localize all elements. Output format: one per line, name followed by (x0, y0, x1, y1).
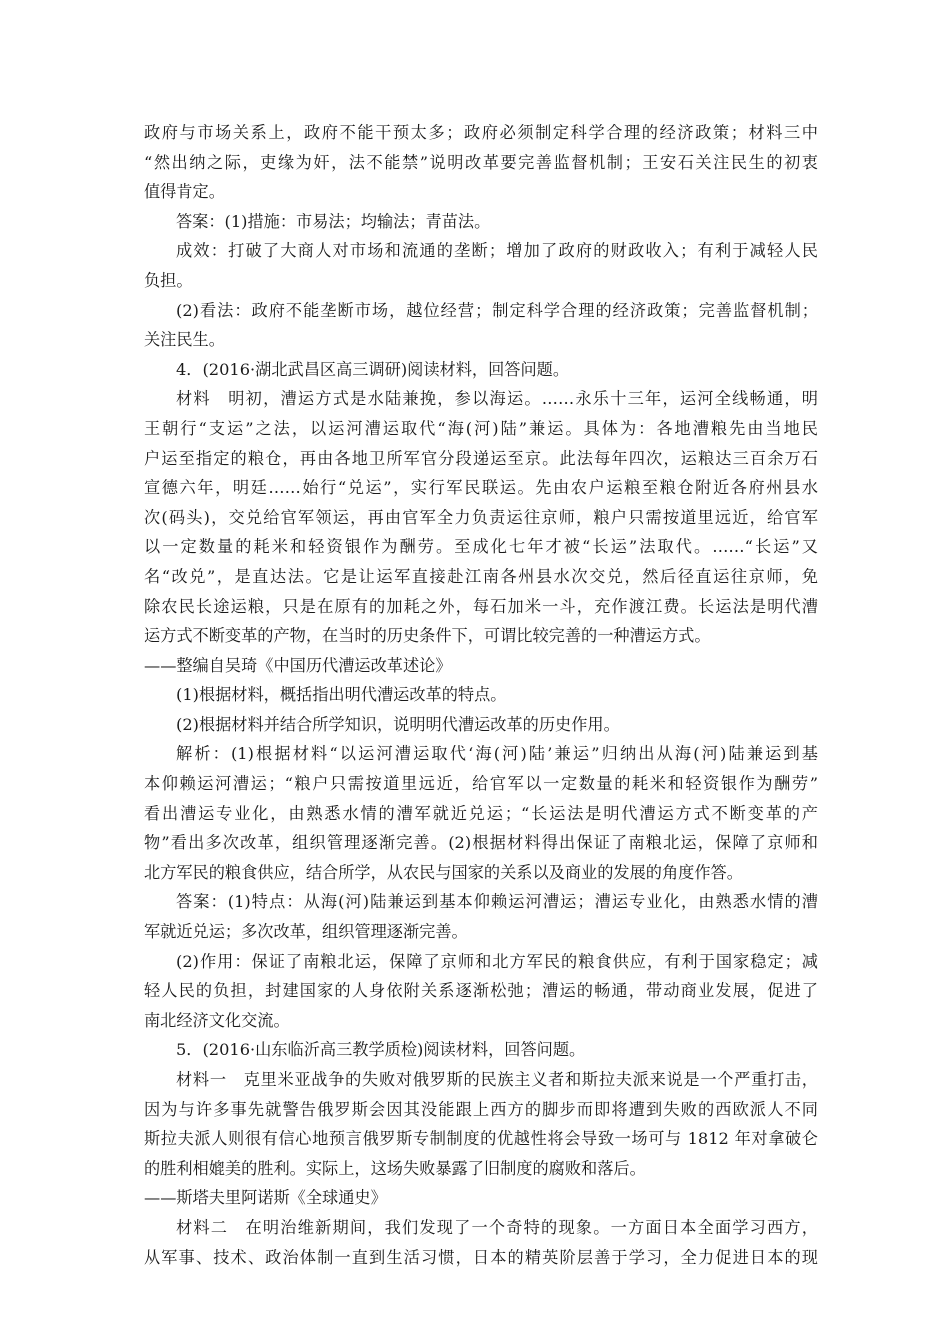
text-line: 材料二 在明治维新期间，我们发现了一个奇特的现象。一方面日本全面学习西方， (176, 1217, 818, 1237)
text-line: 负担。 (144, 270, 193, 290)
text-line: 成效：打破了大商人对市场和流通的垄断；增加了政府的财政收入；有利于减轻人民 (176, 241, 818, 261)
text-line: 斯拉夫派人则很有信心地预言俄罗斯专制制度的优越性将会导致一场可与 1812 年对拿破仑 (144, 1129, 818, 1149)
text-line: (2)作用：保证了南粮北运，保障了京师和北方军民的粮食供应，有利于国家稳定；减 (176, 951, 818, 971)
text-line: (2)根据材料并结合所学知识，说明明代漕运改革的历史作用。 (176, 714, 620, 734)
text-line: 南北经济文化交流。 (144, 1010, 290, 1030)
text-line: 宣德六年，明廷……始行“兑运”，实行军民联运。先由农户运粮至粮仓附近各府州县水 (144, 478, 818, 498)
text-line: 名“改兑”，是直达法。它是让运军直接赴江南各州县水次交兑，然后径直运往京师，免 (144, 566, 818, 586)
text-line: 轻人民的负担，封建国家的人身依附关系逐渐松弛；漕运的畅通，带动商业发展，促进了 (144, 981, 818, 1001)
text-line: 次(码头)，交兑给官军领运，再由官军全力负责运往京师，粮户只需按道里远近，给官军 (144, 507, 818, 527)
text-line: 材料 明初，漕运方式是水陆兼挽，参以海运。……永乐十三年，运河全线畅通，明 (176, 389, 818, 409)
text-line: 材料一 克里米亚战争的失败对俄罗斯的民族主义者和斯拉夫派来说是一个严重打击， (176, 1070, 818, 1089)
text-line: 户运至指定的粮仓，再由各地卫所军官分段递运至京。此法每年四次，运粮达三百余万石 (144, 448, 818, 468)
text-line: 5．(2016·山东临沂高三教学质检)阅读材料，回答问题。 (176, 1040, 586, 1060)
text-line: 值得肯定。 (144, 182, 225, 202)
text-line: 答案：(1)特点：从海(河)陆兼运到基本仰赖运河漕运；漕运专业化，由熟悉水情的漕 (176, 892, 818, 912)
text-line: 以一定数量的耗米和轻资银作为酬劳。至成化七年才被“长运”法取代。……“长运”又 (144, 537, 818, 557)
text-line: “然出纳之际，吏缘为奸，法不能禁”说明改革要完善监督机制；王安石关注民生的初衷 (144, 152, 818, 172)
text-line: 关注民生。 (144, 330, 225, 350)
text-line: 政府与市场关系上，政府不能干预太多；政府必须制定科学合理的经济政策；材料三中 (144, 123, 818, 142)
text-line: 物”看出多次改革，组织管理逐渐完善。(2)根据材料得出保证了南粮北运，保障了京师和 (144, 833, 818, 853)
text-line: 王朝行“支运”之法，以运河漕运取代“海(河)陆”兼运。具体为：各地漕粮先由当地民 (144, 418, 818, 438)
text-line: 北方军民的粮食供应，结合所学，从农民与国家的关系以及商业的发展的角度作答。 (144, 862, 743, 882)
text-line: 军就近兑运；多次改革，组织管理逐渐完善。 (144, 922, 468, 942)
text-line: 运方式不断变革的产物，在当时的历史条件下，可谓比较完善的一种漕运方式。 (144, 626, 711, 646)
source-citation: ——斯塔夫里阿诺斯《全球通史》 (144, 1188, 387, 1208)
text-line: 除农民长途运粮，只是在原有的加耗之外，每石加米一斗，充作渡江费。长运法是明代漕 (144, 596, 818, 616)
text-line: 因为与许多事先就警告俄罗斯会因其没能跟上西方的脚步而即将遭到失败的西欧派人不同 (144, 1099, 818, 1119)
text-line: (1)根据材料，概括指出明代漕运改革的特点。 (176, 685, 507, 705)
text-line: 答案：(1)措施：市易法；均输法；青苗法。 (176, 211, 491, 231)
text-line: (2)看法：政府不能垄断市场，越位经营；制定科学合理的经济政策；完善监督机制； (176, 300, 818, 320)
text-line: 的胜利相媲美的胜利。实际上，这场失败暴露了旧制度的腐败和落后。 (144, 1158, 646, 1178)
document-body (144, 118, 818, 1272)
text-line: 本仰赖运河漕运；“粮户只需按道里远近，给官军以一定数量的耗米和轻资银作为酬劳” (144, 774, 818, 794)
text-line: 4．(2016·湖北武昌区高三调研)阅读材料，回答问题。 (176, 359, 570, 379)
text-line: 解析：(1)根据材料“以运河漕运取代‘海(河)陆’兼运”归纳出从海(河)陆兼运到基 (176, 744, 818, 764)
text-line: 从军事、技术、政治体制一直到生活习惯，日本的精英阶层善于学习，全力促进日本的现 (144, 1247, 818, 1267)
text-line: 看出漕运专业化，由熟悉水情的漕军就近兑运；“长运法是明代漕运方式不断变革的产 (144, 803, 818, 823)
source-citation: ——整编自吴琦《中国历代漕运改革述论》 (144, 655, 452, 675)
